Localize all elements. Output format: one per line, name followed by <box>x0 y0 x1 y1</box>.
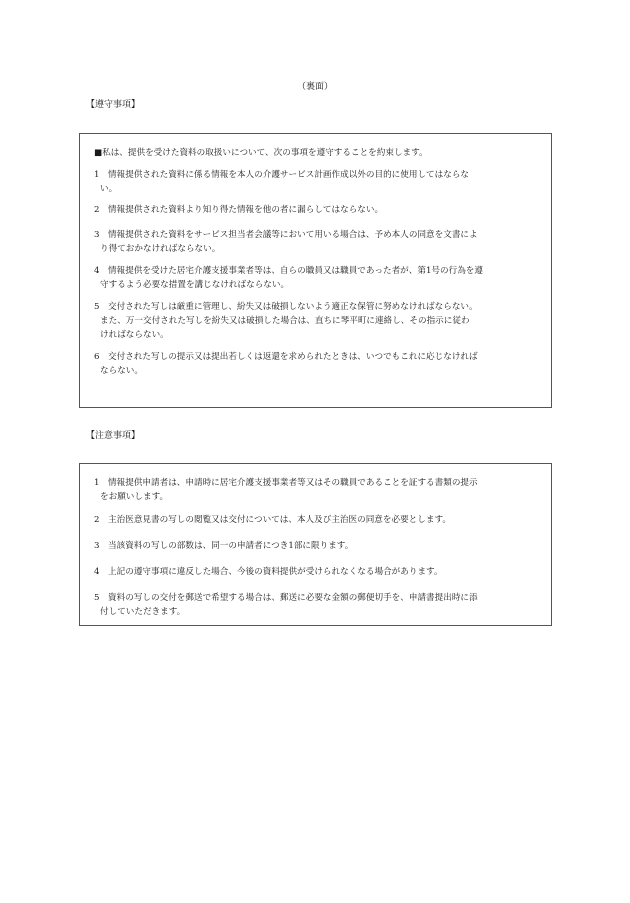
compliance-item-1-line-1: 1 情報提供された資料に係る情報を本人の介護サービス計画作成以外の目的に使用してはならな <box>94 170 470 180</box>
compliance-item-5-line-3: ければならない。 <box>100 330 169 340</box>
notes-item-5-line-2: 付していただきます。 <box>100 607 186 617</box>
compliance-item-5 <box>94 300 541 342</box>
notes-item-2 <box>94 513 541 527</box>
compliance-item-3-line-1: 3 情報提供された資料をサービス担当者会議等において用いる場合は、予め本人の同意を文書によ <box>94 230 478 240</box>
notes-item-1-line-1: 1 情報提供申請者は、申請時に居宅介護支援事業者等又はその職員であることを証する書類の提示 <box>94 478 478 488</box>
notes-section-title: 【注意事項】 <box>86 431 141 441</box>
compliance-item-6 <box>94 350 541 378</box>
notes-item-2-line-1: 2 主治医意見書の写しの閲覧又は交付については、本人及び主治医の同意を必要とします。 <box>94 515 451 525</box>
compliance-item-6-line-1: 6 交付された写しの提示又は提出若しくは返還を求められたときは、いつでもこれに応じなければ <box>94 352 478 362</box>
notes-item-1 <box>94 476 541 504</box>
compliance-item-3-line-2: り得ておかなければならない。 <box>100 244 221 254</box>
compliance-item-3 <box>94 228 541 256</box>
compliance-item-1-line-2: い。 <box>100 184 118 194</box>
compliance-item-2-line-1: 2 情報提供された資料より知り得た情報を他の者に漏らしてはならない。 <box>94 205 384 215</box>
page-heading: （裏面） <box>296 82 333 92</box>
compliance-box <box>79 133 552 408</box>
compliance-item-6-line-2: ならない。 <box>100 366 143 376</box>
notes-item-3 <box>94 539 541 553</box>
notes-item-1-line-2: をお願いします。 <box>100 492 169 502</box>
compliance-item-4 <box>94 264 541 292</box>
notes-item-5 <box>94 591 541 619</box>
compliance-item-1 <box>94 168 541 196</box>
compliance-item-4-line-2: 守するよう必要な措置を講じなければならない。 <box>100 280 290 290</box>
compliance-section-title: 【遵守事項】 <box>86 100 141 110</box>
notes-item-4-line-1: 4 上記の遵守事項に違反した場合、今後の資料提供が受けられなくなる場合があります。 <box>94 567 443 577</box>
notes-item-4 <box>94 565 541 579</box>
notes-item-3-line-1: 3 当該資料の写しの部数は、同一の申請者につき1部に限ります。 <box>94 541 354 551</box>
notes-item-5-line-1: 5 資料の写しの交付を郵送で希望する場合は、郵送に必要な金額の郵便切手を、申請書提出時に添 <box>94 593 478 603</box>
compliance-item-2 <box>94 203 541 217</box>
compliance-item-4-line-1: 4 情報提供を受けた居宅介護支援事業者等は、自らの職員又は職員であった者が、第1号の行為を遵 <box>94 266 483 276</box>
compliance-intro: ■私は、提供を受けた資料の取扱いについて、次の事項を遵守することを約束します。 <box>94 148 428 158</box>
compliance-item-5-line-2: また、万一交付された写しを紛失又は破損した場合は、直ちに琴平町に連絡し、その指示に従わ <box>100 316 470 326</box>
notes-box <box>79 463 552 626</box>
compliance-item-5-line-1: 5 交付された写しは厳重に管理し、紛失又は破損しないよう適正な保管に努めなければならない。 <box>94 302 478 312</box>
